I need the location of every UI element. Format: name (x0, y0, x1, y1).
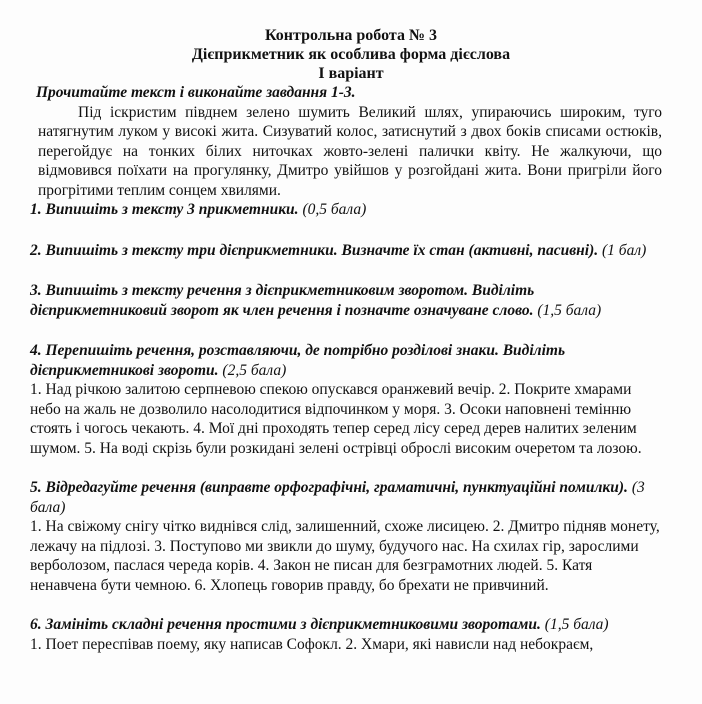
task-6-points: (1,5 бала) (544, 616, 609, 633)
task-3-points: (1,5 бала) (537, 301, 602, 319)
document-header (0, 26, 702, 83)
task-5-title: 5. Відредагуйте речення (виправте орфографічні, граматичні, пунктуаційні помилки). (30, 479, 628, 496)
task-6-sentences: 1. Поет переспівав поему, яку написав Софокл. 2. Хмари, які нависли над небокраєм, (30, 635, 594, 653)
task-1 (30, 200, 662, 220)
document-variant: І варіант (318, 65, 384, 82)
task-1-title: 1. Випишіть з тексту 3 прикметники. (30, 201, 299, 218)
task-4-sentences: 1. Над річкою залитою серпневою спекою опускався оранжевий вечір. 2. Покрите хмарами небо на жаль не дозволило насолодитися відпочинком у моря. 3. Осоки наповнені темінню стоять і чогось чекають. 4. Мої дні проходять тепер серед лісу серед дерев налитих зеленим шумом. 5. На воді скрізь були розкидані зелені острівці оброслі високим очеретом та лозою. (30, 381, 642, 457)
task-3-title: 3. Випишіть з тексту речення з дієприкметниковим зворотом. Виділіть дієприкметниковий зворот як член речення і позначте означуване слово. (30, 282, 535, 319)
task-1-points: (0,5 бала) (302, 201, 367, 218)
task-4 (30, 341, 662, 458)
task-4-points: (2,5 бала) (222, 361, 287, 379)
task-6 (30, 615, 662, 654)
document-title: Контрольна робота № 3 (264, 27, 438, 44)
document-topic: Дієприкметник як особлива форма дієслова (191, 46, 511, 63)
reading-instruction: Прочитайте текст і виконайте завдання 1-3. (36, 84, 356, 101)
task-2-points: (1 бал) (601, 241, 647, 259)
task-6-title: 6. Замініть складні речення простими з дієприкметниковими зворотами. (30, 616, 541, 633)
task-2 (30, 241, 662, 261)
task-5-sentences: 1. На свіжому снігу чітко виднівся слід, залишенний, схоже лисицею. 2. Дмитро підняв монету, лежачу на підлозі. 3. Поступово ми звикли до шуму, будучого нас. На схилах гір, зарослими верболозом, паслася череда корів. 4. Закон не писан для безграмотних людей. 5. Катя ненавчена бути чемною. 6. Хлопець говорив правду, бо брехати не привчиний. (30, 518, 660, 594)
task-2-title: 2. Випишіть з тексту три дієприкметники. Визначте їх стан (активні, пасивні). (30, 241, 599, 259)
task-3 (30, 281, 662, 320)
document-body (30, 83, 662, 654)
task-5-points: (3 бала) (30, 479, 645, 516)
task-4-title: 4. Перепишіть речення, розставляючи, де потрібно розділові знаки. Виділіть дієприкметникові звороти. (30, 342, 566, 379)
task-5 (30, 478, 662, 595)
reading-text: Під іскристим півднем зелено шумить Великий шлях, упираючись широким, туго натягнутим луком у високі жита. Сизуватий колос, затиснутий з двох боків списами остюків, перегойдує на тонких білих ниточках жовто-зелені палички квіту. Не жалкуючи, що відмовився поїхати на прогулянку, Дмитро увійшов у розгойдані жита. Вони пригріли його прогрітими теплим сонцем хвилями. (38, 103, 662, 199)
